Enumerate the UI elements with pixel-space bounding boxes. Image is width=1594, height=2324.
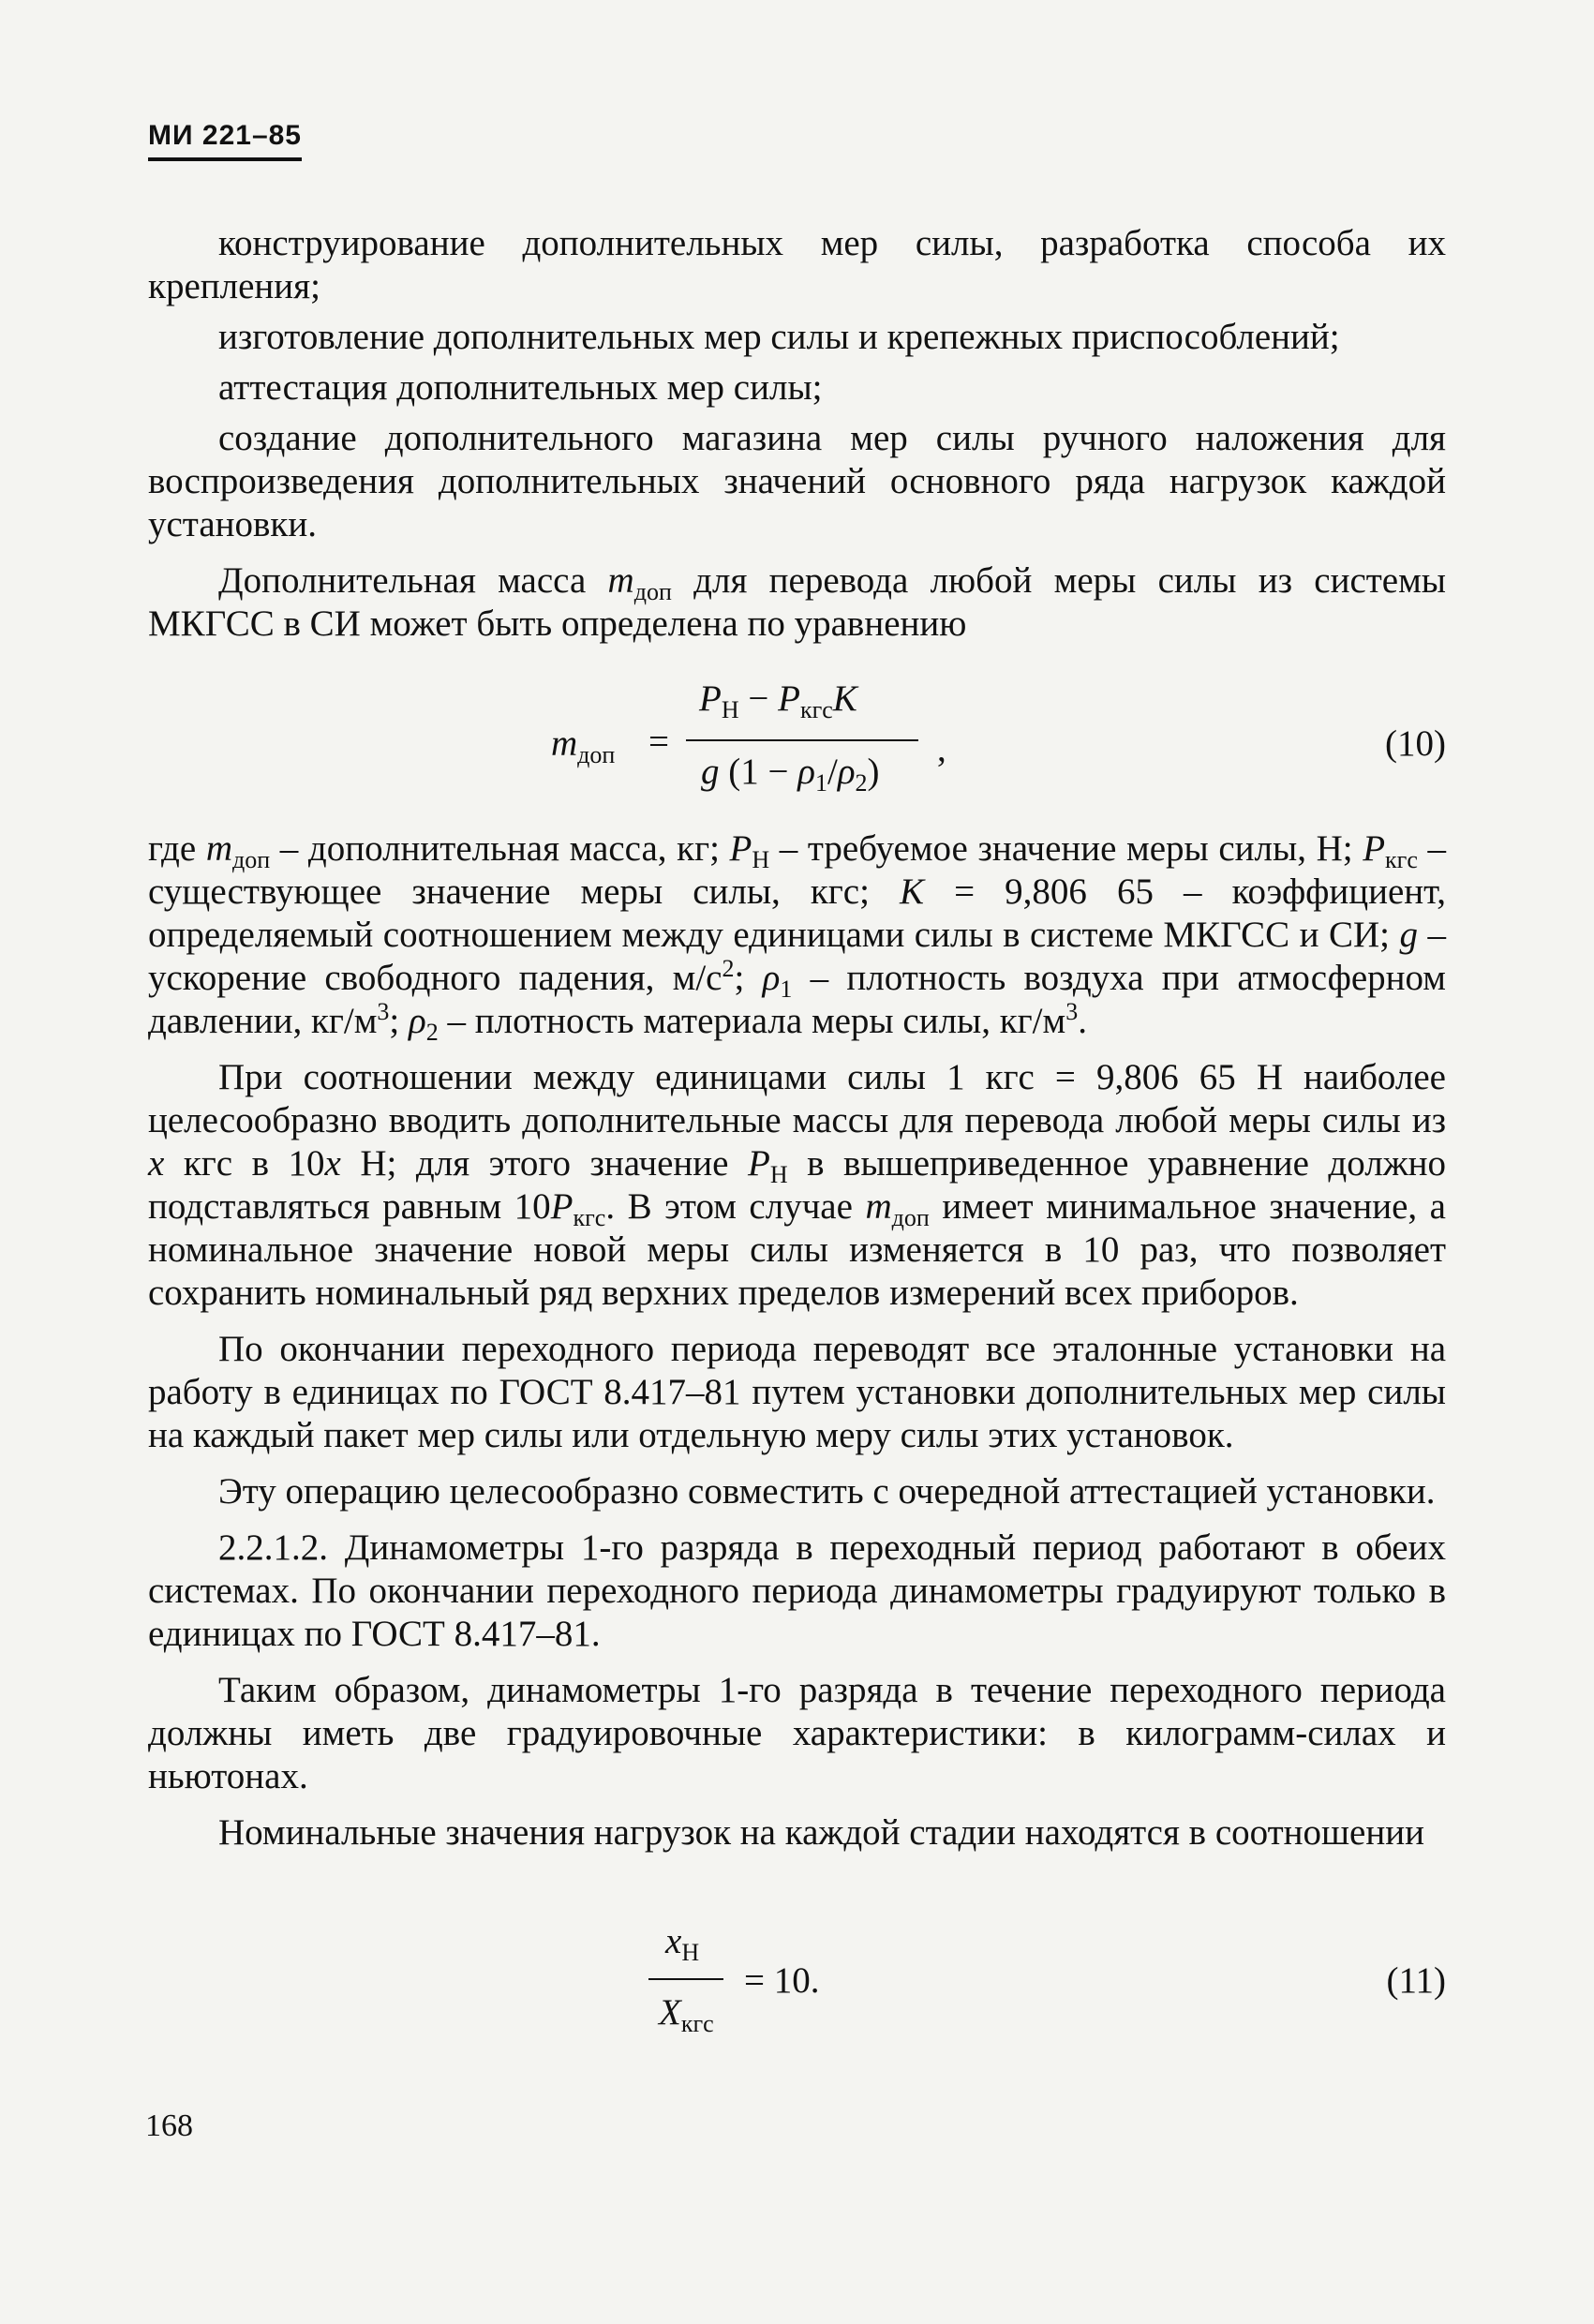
symbol-x: x xyxy=(148,1143,165,1184)
document-code: МИ 221–85 xyxy=(148,120,302,161)
comma: , xyxy=(937,729,946,769)
subscript: кгс xyxy=(799,696,833,723)
paragraph: По окончании переходного периода переводят все эталонные установки на работу в единицах по ГОСТ 8.417–81 путем установки дополнительных мер силы на каждый пакет мер силы или отдельную меру силы этих установок. xyxy=(148,1329,1446,1455)
minus-sign: − xyxy=(738,678,779,719)
subscript: Н xyxy=(769,1161,788,1188)
paragraph xyxy=(148,1056,1446,1315)
symbol-rho: ρ xyxy=(762,958,781,998)
paragraph: создание дополнительного магазина мер силы ручного наложения для воспроизведения дополнительных значений основного ряда нагрузок каждой установки. xyxy=(148,418,1446,544)
subscript: доп xyxy=(633,578,672,605)
fraction-denominator xyxy=(701,751,880,797)
text-run: При соотношении между единицами силы 1 кгс = 9,806 65 Н наиболее целесообразно вводить дополнительные массы для перевода любой меры силы из xyxy=(148,1057,1446,1140)
slash: / xyxy=(827,752,838,792)
text-run: – требуемое значение меры силы, Н; xyxy=(769,828,1363,869)
subscript: кгс xyxy=(1385,846,1418,873)
text-run: – существующее значение меры силы, кгс; xyxy=(148,828,1446,912)
symbol-p: P xyxy=(778,678,800,719)
symbol-p: P xyxy=(747,1143,770,1184)
symbol-g: g xyxy=(1399,915,1418,955)
symbol-x: x xyxy=(324,1143,341,1184)
text-run: Н; для этого значение xyxy=(340,1143,748,1184)
text-run: – плотность материала меры силы, кг/м xyxy=(438,1001,1066,1041)
superscript: 3 xyxy=(377,998,390,1025)
subscript: Н xyxy=(752,846,770,873)
subscript: 2 xyxy=(855,769,868,797)
subscript: доп xyxy=(891,1204,930,1231)
symbol-p: P xyxy=(550,1186,574,1227)
formula-lhs xyxy=(551,723,615,766)
symbol-rho: ρ xyxy=(797,752,815,792)
symbol-k: K xyxy=(832,678,857,719)
subscript: доп xyxy=(577,741,616,768)
fraction-numerator xyxy=(699,678,857,721)
symbol-k: K xyxy=(900,872,925,912)
text-run: . xyxy=(1078,1001,1087,1041)
paragraph xyxy=(148,827,1446,1046)
symbol-p: P xyxy=(729,828,752,869)
subscript: 1 xyxy=(814,769,827,797)
paragraph: конструирование дополнительных мер силы, разработка способа их крепления; xyxy=(148,223,1446,306)
text-run: ) xyxy=(867,752,880,792)
fraction-line xyxy=(686,739,918,741)
text-run: в вышеприведенное уравнение должно подставляться равным 10 xyxy=(148,1143,1447,1227)
text-run: кгс в 10 xyxy=(164,1143,325,1184)
symbol-p: P xyxy=(699,678,722,719)
paragraph: аттестация дополнительных мер силы; xyxy=(218,367,823,408)
superscript: 3 xyxy=(1065,998,1079,1025)
superscript: 2 xyxy=(722,955,735,982)
text-run: Дополнительная масса xyxy=(218,560,608,601)
fraction-numerator xyxy=(665,1920,700,1966)
text-run: для перевода любой меры силы из системы МКГСС в СИ может быть определена по уравнению xyxy=(148,560,1446,644)
symbol-m: m xyxy=(865,1186,892,1227)
text-run: = 9,806 65 – коэффициент, определяемый соотношением между единицами силы в системе МКГСС и СИ; xyxy=(148,872,1446,955)
equation-rhs: = 10. xyxy=(744,1960,820,2001)
page-number: 168 xyxy=(145,2108,193,2143)
subscript: кгс xyxy=(680,2010,714,2037)
subscript: доп xyxy=(232,846,271,873)
text-run: . В этом случае xyxy=(605,1186,866,1227)
text-run: ; xyxy=(389,1001,409,1041)
fraction-denominator xyxy=(659,1991,714,2037)
symbol-p: P xyxy=(1363,828,1386,869)
symbol-m: m xyxy=(551,723,578,764)
equals-sign: = xyxy=(648,722,669,762)
page-body xyxy=(148,222,1446,2078)
paragraph: Номинальные значения нагрузок на каждой стадии находятся в соотношении xyxy=(218,1812,1424,1853)
symbol-m: m xyxy=(607,560,634,601)
subscript: 1 xyxy=(780,976,793,1003)
subscript: Н xyxy=(681,1939,700,1966)
paragraph: Таким образом, динамометры 1-го разряда в течение переходного периода должны иметь две градуировочные характеристики: в килограмм-силах и ньютонах. xyxy=(148,1670,1446,1796)
symbol-x: x xyxy=(665,1921,682,1961)
paragraph: изготовление дополнительных мер силы и крепежных приспособлений; xyxy=(218,317,1340,357)
text-run: – дополнительная масса, кг; xyxy=(270,828,730,869)
text-run: – ускорение свободного падения, м/с xyxy=(148,915,1446,998)
text-run: (1 − xyxy=(719,752,798,792)
fraction-line xyxy=(648,1978,723,1980)
symbol-m: m xyxy=(205,828,232,869)
text-run: имеет минимальное значение, а номинальное значение новой меры силы изменяется в 10 раз, что позволяет сохранить номинальный ряд верхних пределов измерений всех приборов. xyxy=(148,1186,1446,1313)
subscript: Н xyxy=(721,696,739,723)
symbol-g: g xyxy=(701,752,720,792)
symbol-x: X xyxy=(659,1992,681,2033)
running-header xyxy=(148,120,302,161)
equation-number: (10) xyxy=(1385,723,1446,764)
text-run: где xyxy=(148,828,206,869)
paragraph: 2.2.1.2. Динамометры 1-го разряда в переходный период работают в обеих системах. По окончании переходного периода динамометры градуируют только в единицах по ГОСТ 8.417–81. xyxy=(148,1527,1446,1654)
symbol-rho: ρ xyxy=(837,752,856,792)
paragraph xyxy=(148,559,1446,646)
equation-number: (11) xyxy=(1386,1960,1446,2001)
formula-10 xyxy=(148,670,1446,811)
text-run: ; xyxy=(734,958,763,998)
subscript: 2 xyxy=(425,1019,439,1046)
paragraph: Эту операцию целесообразно совместить с очередной аттестацией установки. xyxy=(218,1471,1436,1512)
subscript: кгс xyxy=(573,1204,606,1231)
symbol-rho: ρ xyxy=(409,1001,426,1041)
text-run: – плотность воздуха при атмосферном давлении, кг/м xyxy=(148,958,1446,1041)
formula-11 xyxy=(148,1920,1446,2061)
